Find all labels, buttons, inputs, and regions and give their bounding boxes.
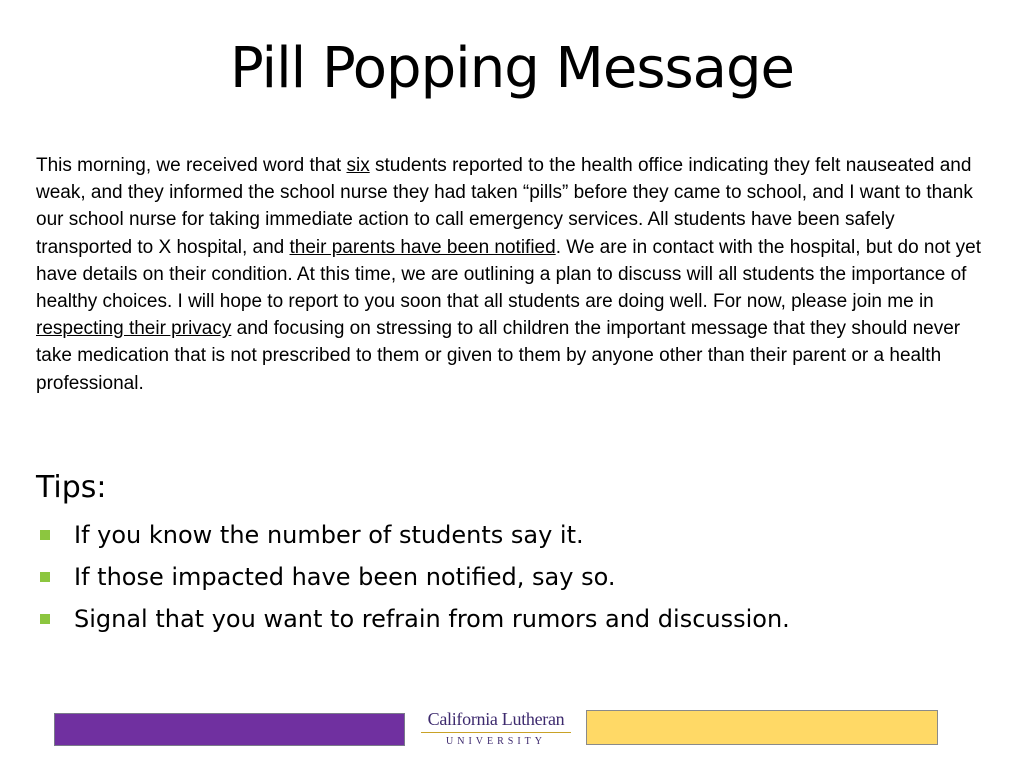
tips-heading: Tips: [36,470,107,505]
message-text-3: . We are in contact with the hospital, but do not yet have details on their condition. At this time, we are outlining a plan to discuss will all students the importance of healthy choices. I will hope to report to you soon that all students are doing well. For now, please join me in [36,236,981,313]
underlined-six: six [346,155,370,176]
logo-name: California Lutheran [427,709,565,729]
underlined-parents-notified: their parents have been notified [289,236,556,258]
message-text-2: students reported to the health office indicating they felt nauseated and weak, and they informed the school nurse they had taken “pills” before they came to school, and I want to thank our school nurse for taking immediate action to call emergency services. All students have been safely transported to X hospital, and [36,155,973,258]
message-text-1: This morning, we received word that [36,155,347,176]
tip-text: If you know the number of students say it. [74,521,584,549]
square-bullet-icon [40,530,50,540]
list-item [36,514,790,556]
list-item [36,556,790,598]
square-bullet-icon [40,614,50,624]
page-title: Pill Popping Message [230,36,794,101]
gold-footer-bar [586,710,938,745]
tips-list [36,514,790,640]
logo-subtitle: UNIVERSITY [446,736,546,747]
tip-text: Signal that you want to refrain from rumors and discussion. [74,605,790,633]
underlined-respecting-privacy: respecting their privacy [36,318,232,340]
purple-footer-bar [54,713,405,746]
tip-text: If those impacted have been notified, say so. [74,563,616,591]
list-item [36,598,790,640]
message-paragraph [36,152,991,397]
university-logo [410,708,582,754]
message-text-4: and focusing on stressing to all children the important message that they should never take medication that is not prescribed to them or given to them by anyone other than their parent or a health professional. [36,318,961,394]
logo-divider [421,732,571,733]
square-bullet-icon [40,572,50,582]
